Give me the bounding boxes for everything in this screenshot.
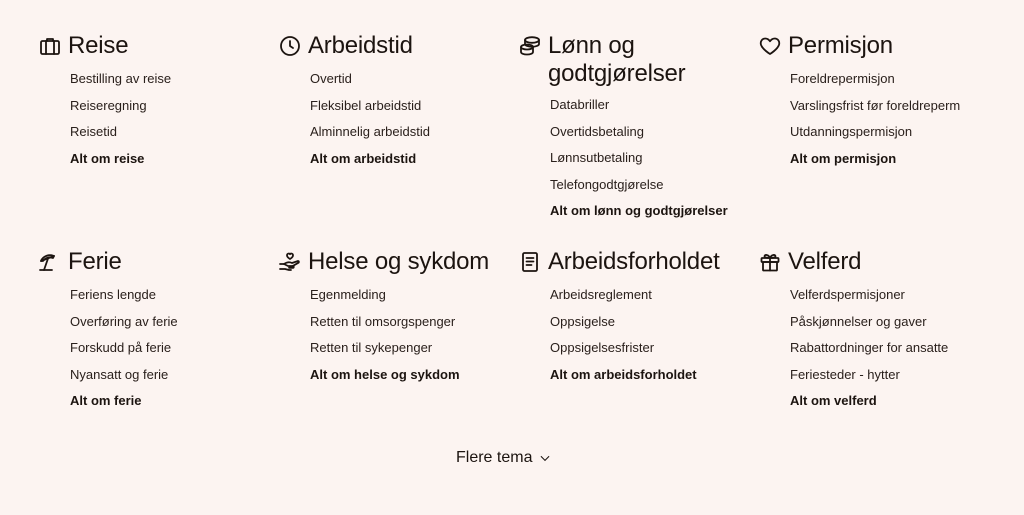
list-item: [550, 335, 748, 362]
chevron-down-icon: [538, 451, 552, 465]
topic-link[interactable]: Arbeidsreglement: [550, 287, 652, 302]
topic-link[interactable]: Retten til omsorgspenger: [310, 313, 456, 329]
topic-all-link[interactable]: Alt om arbeidsforholdet: [550, 366, 697, 382]
topic-links: [38, 66, 268, 172]
topic-ferie: [38, 248, 268, 415]
briefcase-icon: [38, 34, 62, 58]
list-item: [790, 119, 988, 146]
topic-link[interactable]: Reisetid: [70, 124, 117, 140]
topic-link[interactable]: Nyansatt og ferie: [70, 366, 169, 382]
topic-link[interactable]: Overtid: [310, 71, 352, 86]
topic-links: [38, 282, 268, 415]
list-item: [790, 146, 988, 173]
list-item: [550, 282, 748, 309]
topic-reise: [38, 32, 268, 172]
list-item: [550, 92, 748, 119]
topic-link[interactable]: Bestilling av reise: [70, 71, 172, 86]
topic-link[interactable]: Oppsigelsesfrister: [550, 340, 655, 356]
topic-link[interactable]: Oppsigelse: [550, 313, 616, 329]
list-item: [310, 309, 508, 336]
list-item: [310, 119, 508, 146]
topic-link[interactable]: Reiseregning: [70, 97, 147, 113]
more-topics-label: Flere tema: [456, 449, 533, 466]
topic-link[interactable]: Rabattordninger for ansatte: [790, 340, 949, 356]
topic-header[interactable]: [518, 248, 748, 276]
list-item: [790, 388, 988, 415]
list-item: [550, 172, 748, 199]
topic-title[interactable]: Arbeidstid: [308, 32, 413, 59]
topic-links: [518, 92, 748, 225]
list-item: [70, 66, 268, 93]
topic-all-link[interactable]: Alt om helse og sykdom: [310, 366, 460, 382]
topic-arbeidsforholdet: [518, 248, 748, 388]
topic-all-link[interactable]: Alt om velferd: [790, 393, 877, 409]
list-item: [550, 362, 748, 389]
heart-icon: [758, 34, 782, 58]
list-item: [550, 119, 748, 146]
topic-links: [758, 66, 988, 172]
coins-icon: [518, 34, 542, 58]
topic-header[interactable]: [758, 248, 988, 276]
topic-link[interactable]: Utdanningspermisjon: [790, 124, 913, 140]
list-item: [310, 66, 508, 93]
list-item: [550, 145, 748, 172]
list-item: [550, 309, 748, 336]
topic-lonn-og-godtgjorelser: [518, 32, 748, 225]
list-item: [70, 93, 268, 120]
topic-link[interactable]: Varslingsfrist før foreldreperm: [790, 97, 961, 113]
topic-link[interactable]: Forskudd på ferie: [70, 340, 172, 356]
topic-all-link[interactable]: Alt om lønn og godtgjørelser: [550, 203, 728, 219]
topic-link[interactable]: Overtidsbetaling: [550, 123, 644, 139]
topic-all-link[interactable]: Alt om permisjon: [790, 150, 897, 166]
topic-title[interactable]: Ferie: [68, 248, 122, 275]
list-item: [70, 146, 268, 173]
list-item: [790, 335, 988, 362]
topic-title[interactable]: Arbeidsforholdet: [548, 248, 720, 275]
list-item: [70, 388, 268, 415]
list-item: [790, 282, 988, 309]
topic-link[interactable]: Databriller: [550, 97, 610, 112]
topic-header[interactable]: [38, 248, 268, 276]
list-item: [790, 93, 988, 120]
topic-all-link[interactable]: Alt om arbeidstid: [310, 150, 417, 166]
topic-header[interactable]: [278, 32, 508, 60]
document-icon: [518, 250, 542, 274]
beach-umbrella-icon: [38, 250, 62, 274]
list-item: [70, 119, 268, 146]
topic-link[interactable]: Foreldrepermisjon: [790, 71, 895, 86]
topic-header[interactable]: [278, 248, 508, 276]
list-item: [550, 198, 748, 225]
topic-header[interactable]: [758, 32, 988, 60]
topic-permisjon: [758, 32, 988, 172]
topic-all-link[interactable]: Alt om reise: [70, 150, 145, 166]
topic-all-link[interactable]: Alt om ferie: [70, 393, 142, 409]
topic-link[interactable]: Påskjønnelser og gaver: [790, 313, 927, 329]
topic-link[interactable]: Lønnsutbetaling: [550, 150, 643, 166]
topic-links: [518, 282, 748, 388]
topic-title-line: Lønn og: [548, 32, 635, 59]
topic-link[interactable]: Egenmelding: [310, 287, 386, 302]
list-item: [310, 146, 508, 173]
list-item: [70, 309, 268, 336]
topic-link[interactable]: Overføring av ferie: [70, 313, 178, 329]
list-item: [310, 362, 508, 389]
topic-links: [278, 66, 508, 172]
topic-title-line: godtgjørelser: [548, 60, 686, 87]
list-item: [790, 66, 988, 93]
topic-header[interactable]: [38, 32, 268, 60]
topic-link[interactable]: Alminnelig arbeidstid: [310, 124, 430, 140]
topic-header[interactable]: [518, 32, 748, 88]
topic-link[interactable]: Telefongodtgjørelse: [550, 176, 664, 192]
list-item: [70, 335, 268, 362]
topic-title[interactable]: Permisjon: [788, 32, 893, 59]
topic-link[interactable]: Feriens lengde: [70, 287, 156, 302]
topic-link[interactable]: Retten til sykepenger: [310, 340, 433, 356]
topic-links: [278, 282, 508, 388]
hand-heart-icon: [278, 250, 302, 274]
gift-icon: [758, 250, 782, 274]
list-item: [70, 362, 268, 389]
topic-link[interactable]: Velferdspermisjoner: [790, 287, 905, 302]
topic-arbeidstid: [278, 32, 508, 172]
list-item: [310, 335, 508, 362]
clock-icon: [278, 34, 302, 58]
list-item: [70, 282, 268, 309]
topic-velferd: [758, 248, 988, 415]
list-item: [790, 309, 988, 336]
topic-link[interactable]: Fleksibel arbeidstid: [310, 97, 422, 113]
topic-title[interactable]: Velferd: [788, 248, 862, 275]
topic-helse-og-sykdom: [278, 248, 508, 388]
more-topics-button[interactable]: [456, 449, 552, 467]
list-item: [790, 362, 988, 389]
topic-links: [758, 282, 988, 415]
list-item: [310, 282, 508, 309]
topic-title[interactable]: Helse og sykdom: [308, 248, 490, 275]
list-item: [310, 93, 508, 120]
topic-title[interactable]: [548, 32, 685, 88]
topic-title[interactable]: Reise: [68, 32, 129, 59]
topic-link[interactable]: Feriesteder - hytter: [790, 366, 900, 382]
